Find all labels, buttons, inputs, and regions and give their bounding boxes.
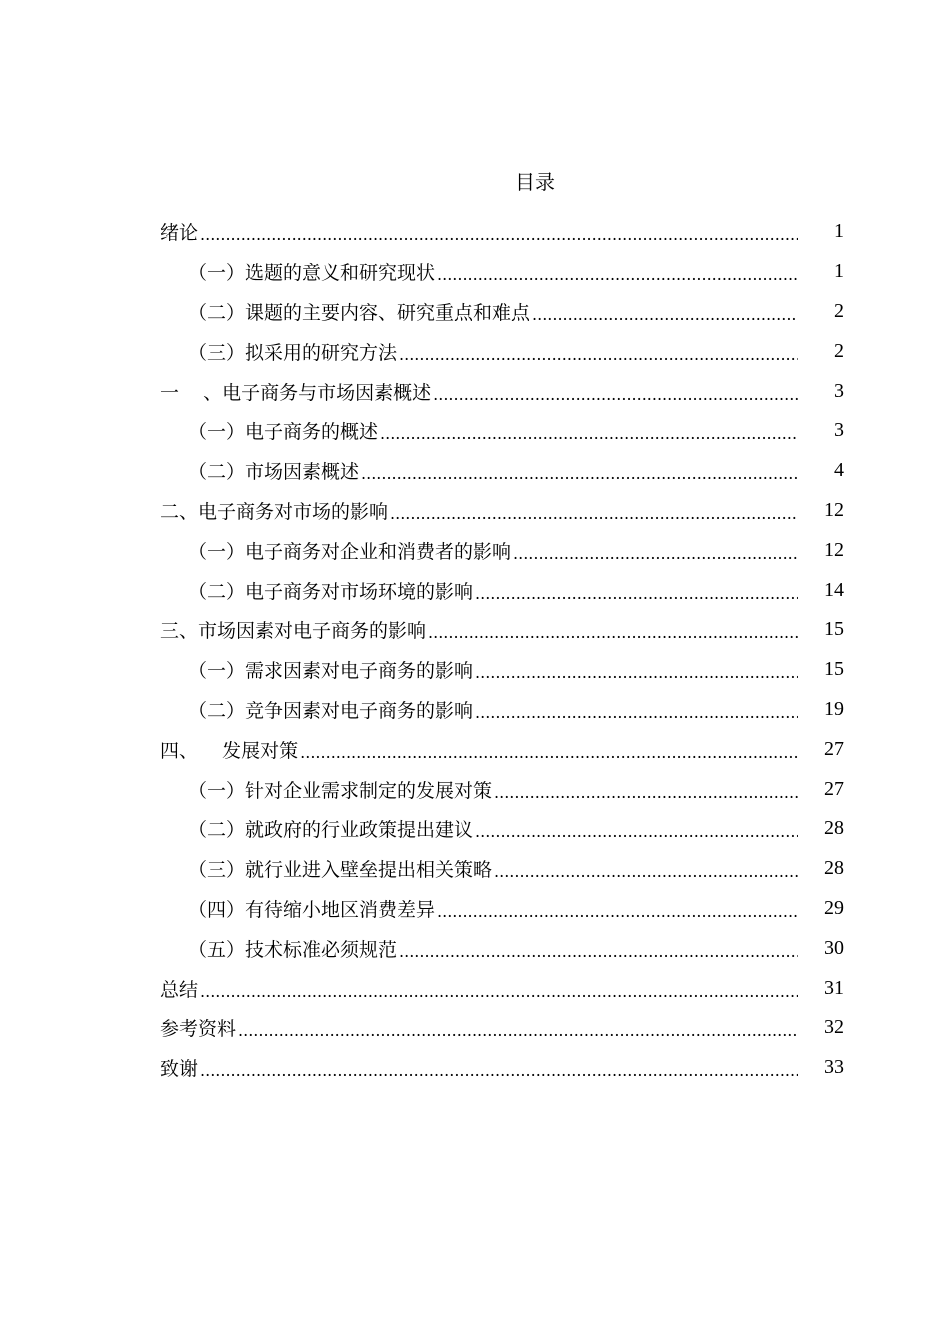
toc-entry[interactable] — [160, 809, 844, 849]
toc-entry-page: 3 — [834, 419, 844, 442]
toc-leader-dots — [300, 743, 798, 762]
toc-leader-dots — [437, 902, 798, 921]
toc-entry-page: 19 — [824, 697, 844, 720]
toc-entry-page: 30 — [824, 936, 844, 959]
toc-entry[interactable] — [160, 729, 844, 769]
toc-entry[interactable] — [160, 451, 844, 491]
toc-leader-dots — [390, 504, 798, 523]
toc-entry[interactable] — [160, 849, 844, 889]
toc-entry-page: 15 — [824, 618, 844, 641]
toc-entry-label: 四、 发展对策 — [160, 739, 299, 762]
toc-leader-dots — [475, 822, 798, 841]
toc-entry-page: 2 — [834, 339, 844, 362]
toc-leader-dots — [200, 1061, 798, 1080]
toc-entry-label: （一）针对企业需求制定的发展对策 — [188, 779, 493, 802]
toc-leader-dots — [494, 783, 798, 802]
toc-entry-label: 三、市场因素对电子商务的影响 — [160, 620, 427, 643]
toc-entry-page: 15 — [824, 658, 844, 681]
toc-entry-label: （三）拟采用的研究方法 — [188, 341, 398, 364]
toc-leader-dots — [532, 305, 798, 324]
toc-entry[interactable] — [160, 530, 844, 570]
toc-entry-label: （二）课题的主要内容、研究重点和难点 — [188, 301, 531, 324]
toc-entry-page: 28 — [824, 817, 844, 840]
toc-leader-dots — [200, 225, 798, 244]
toc-entry[interactable] — [160, 1008, 844, 1048]
toc-leader-dots — [380, 424, 798, 443]
toc-entry-page: 14 — [824, 578, 844, 601]
toc-entry-page: 12 — [824, 498, 844, 521]
toc-entry-page: 27 — [824, 777, 844, 800]
toc-entry-label: （二）市场因素概述 — [188, 461, 360, 484]
toc-entry[interactable] — [160, 769, 844, 809]
toc-entry-page: 31 — [824, 976, 844, 999]
toc-entry-label: （一）电子商务的概述 — [188, 421, 379, 444]
toc-entry[interactable] — [160, 690, 844, 730]
toc-leader-dots — [399, 345, 798, 364]
toc-leader-dots — [475, 663, 798, 682]
toc-entry-label: 绪论 — [160, 222, 199, 245]
toc-leader-dots — [200, 982, 798, 1001]
toc-entry-label: 一 、电子商务与市场因素概述 — [160, 381, 432, 404]
toc-entry-label: 参考资料 — [160, 1018, 237, 1041]
toc-entry-label: 总结 — [160, 978, 199, 1001]
toc-entry[interactable] — [160, 570, 844, 610]
toc-entry-label: （五）技术标准必须规范 — [188, 938, 398, 961]
toc-entry-page: 3 — [834, 379, 844, 402]
toc-entry-page: 33 — [824, 1056, 844, 1079]
toc-entry[interactable] — [160, 610, 844, 650]
toc-leader-dots — [513, 544, 798, 563]
toc-entry[interactable] — [160, 650, 844, 690]
toc-entry[interactable] — [160, 1048, 844, 1088]
toc-entry-page: 29 — [824, 896, 844, 919]
toc-entry-page: 27 — [824, 737, 844, 760]
toc-entry[interactable] — [160, 491, 844, 531]
table-of-contents — [160, 212, 844, 1088]
toc-entry-label: （一）需求因素对电子商务的影响 — [188, 660, 474, 683]
toc-leader-dots — [475, 584, 798, 603]
toc-leader-dots — [475, 703, 798, 722]
toc-entry-page: 32 — [824, 1016, 844, 1039]
toc-entry-page: 12 — [824, 538, 844, 561]
toc-leader-dots — [361, 464, 798, 483]
toc-leader-dots — [437, 265, 798, 284]
toc-leader-dots — [494, 862, 798, 881]
toc-entry-label: （二）就政府的行业政策提出建议 — [188, 819, 474, 842]
toc-leader-dots — [433, 385, 798, 404]
toc-entry-page: 28 — [824, 857, 844, 880]
toc-entry[interactable] — [160, 968, 844, 1008]
toc-entry-label: （四）有待缩小地区消费差异 — [188, 898, 436, 921]
toc-entry[interactable] — [160, 928, 844, 968]
toc-entry-label: 致谢 — [160, 1058, 199, 1081]
toc-entry[interactable] — [160, 212, 844, 252]
toc-entry-label: 二、电子商务对市场的影响 — [160, 500, 389, 523]
toc-entry-page: 1 — [834, 260, 844, 283]
toc-entry-label: （二）竞争因素对电子商务的影响 — [188, 699, 474, 722]
toc-entry[interactable] — [160, 331, 844, 371]
toc-entry-label: （二）电子商务对市场环境的影响 — [188, 580, 474, 603]
toc-leader-dots — [399, 942, 798, 961]
toc-entry[interactable] — [160, 411, 844, 451]
toc-entry[interactable] — [160, 371, 844, 411]
toc-entry-page: 2 — [834, 299, 844, 322]
toc-entry-page: 1 — [834, 220, 844, 243]
toc-entry-page: 4 — [834, 459, 844, 482]
toc-entry[interactable] — [160, 292, 844, 332]
toc-title: 目录 — [515, 170, 555, 194]
toc-entry-label: （一）电子商务对企业和消费者的影响 — [188, 540, 512, 563]
toc-entry-label: （一）选题的意义和研究现状 — [188, 262, 436, 285]
toc-entry-label: （三）就行业进入壁垒提出相关策略 — [188, 859, 493, 882]
toc-leader-dots — [428, 623, 798, 642]
toc-entry[interactable] — [160, 252, 844, 292]
toc-entry[interactable] — [160, 889, 844, 929]
toc-leader-dots — [238, 1021, 798, 1040]
